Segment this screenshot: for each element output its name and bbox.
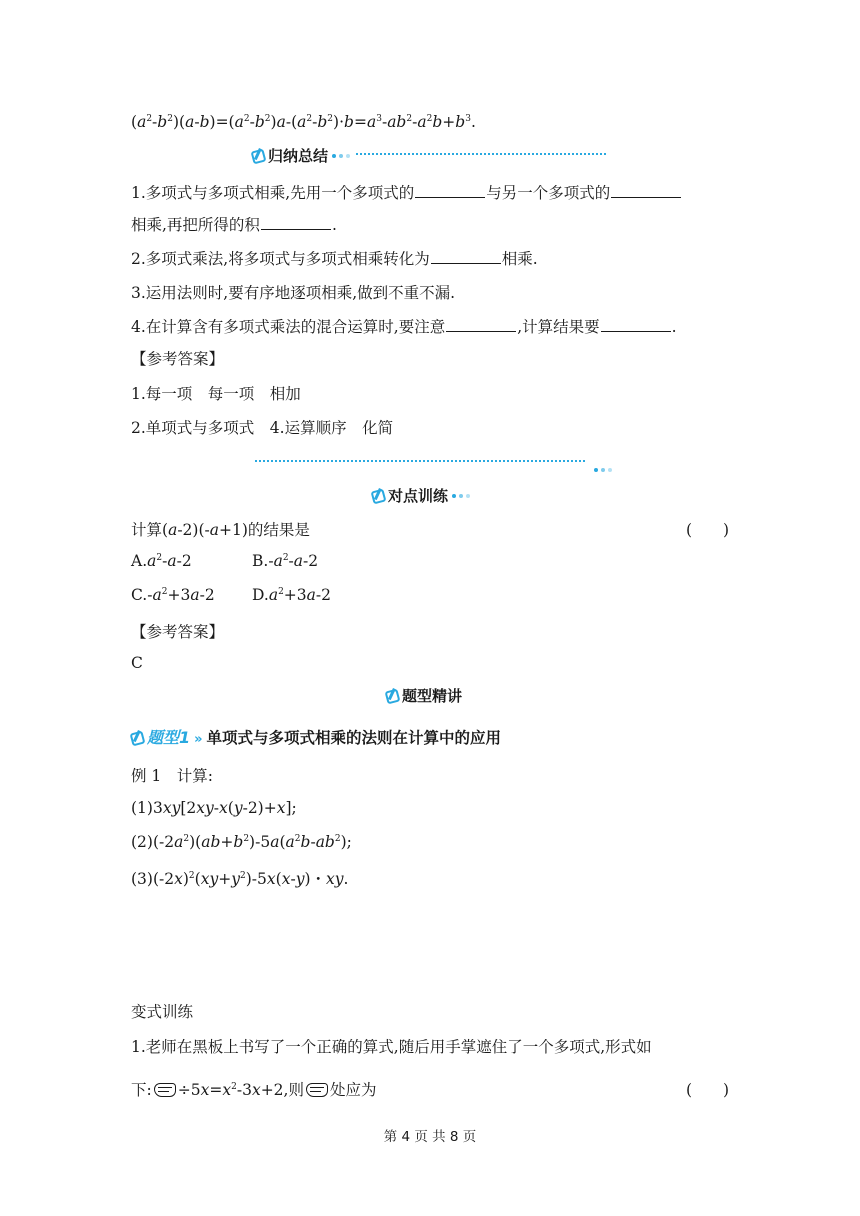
answer-label: 【参考答案】 <box>131 350 225 368</box>
answer-label: 【参考答案】 <box>131 623 225 641</box>
fill-blank <box>601 330 671 332</box>
dots-decoration <box>332 144 353 162</box>
practice-question: 计算(a-2)(-a+1)的结果是 <box>131 521 310 539</box>
example-item-2: $(2)(-2a^2)(ab+b^2)-5a(a^2b-ab^2)$; <box>131 833 352 851</box>
type-badge <box>131 725 501 748</box>
fill-blank <box>431 262 501 264</box>
practice-title: 对点训练 <box>388 487 449 505</box>
summary-item-3: 3.运用法则时,要有序地逐项相乘,做到不重不漏. <box>131 284 456 302</box>
option-d: $D.a^2+3a-2$ <box>252 586 332 604</box>
fill-blank <box>415 196 485 198</box>
summary-answer-2: 2.单项式与多项式 4.运算顺序 化简 <box>131 419 394 437</box>
answer-bracket: ( ) <box>686 1081 730 1099</box>
summary-header <box>252 144 353 166</box>
notebook-icon <box>385 689 401 705</box>
practice-header <box>372 484 473 506</box>
pencil-icon <box>371 489 387 505</box>
summary-item-1-cont: 相乘,再把所得的积 . <box>131 216 337 234</box>
summary-answer-1: 1.每一项 每一项 相加 <box>131 385 301 403</box>
variant-question-1: 1.老师在黑板上书写了一个正确的算式,随后用手掌遮住了一个多项式,形式如 <box>131 1038 652 1056</box>
type-badge-label: 题型1 <box>147 728 191 747</box>
summary-item-2: 2.多项式乘法,将多项式与多项式相乘转化为 相乘. <box>131 250 538 268</box>
fill-blank <box>446 330 516 332</box>
explain-header <box>386 685 462 706</box>
closing-dotted-rule <box>255 460 585 462</box>
option-b: $B.-a^2-a-2$ <box>252 552 319 570</box>
pencil-icon <box>251 149 267 165</box>
hand-icon <box>306 1083 328 1097</box>
practice-answer: C <box>131 654 143 672</box>
fill-blank <box>611 196 681 198</box>
fill-blank <box>261 228 331 230</box>
page-footer: 第 4 页 共 8 页 <box>383 1129 477 1145</box>
variant-label: 变式训练 <box>131 1003 194 1021</box>
summary-title: 归纳总结 <box>268 147 329 165</box>
example-item-1: (1)3xy[2xy-x(y-2)+x]; <box>131 799 297 817</box>
header-dotted-rule <box>356 153 606 155</box>
dots-decoration <box>452 484 473 502</box>
closing-dots <box>590 458 615 479</box>
option-c: $C.-a^2+3a-2$ <box>131 586 215 604</box>
pencil-icon <box>130 731 146 747</box>
summary-item-1: 1.多项式与多项式相乘,先用一个多项式的 与另一个多项式的 <box>131 181 682 203</box>
formula-line: $(a^2-b^2)(a-b)=(a^2-b^2)a-(a^2-b^2)\cdot b=a^3-ab^2-a^2b+b^3$. <box>131 113 476 131</box>
chevron-right-icon: » <box>194 732 203 747</box>
hand-icon <box>154 1083 176 1097</box>
option-a: $A.a^2-a-2$ <box>131 552 192 570</box>
type-title: 单项式与多项式相乘的法则在计算中的应用 <box>206 729 502 747</box>
example-item-3: $(3)(-2x)^2(xy+y^2)-5x(x-y)$・xy. <box>131 870 349 888</box>
explain-title: 题型精讲 <box>402 687 463 705</box>
example-label: 例 1 计算: <box>131 767 214 785</box>
answer-bracket: ( ) <box>686 521 730 539</box>
variant-question-1-cont: 下: $\div 5x=x^2-3x+2$,则 处应为 <box>131 1081 377 1099</box>
summary-item-4: 4.在计算含有多项式乘法的混合运算时,要注意 ,计算结果要 . <box>131 318 677 336</box>
